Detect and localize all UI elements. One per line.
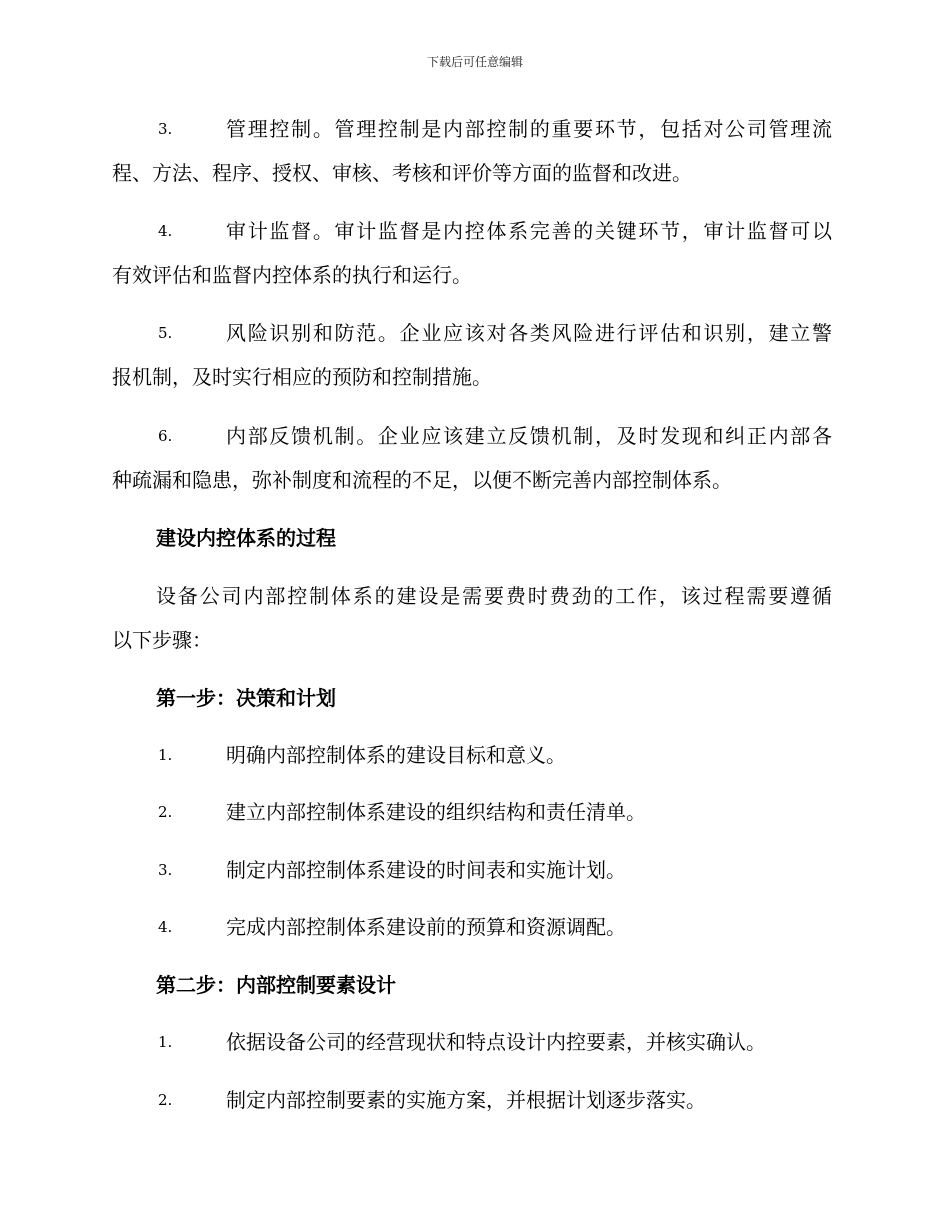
item-number: 1. xyxy=(158,1033,173,1051)
item-text-line: 有效评估和监督内控体系的执行和运行。 xyxy=(112,263,472,287)
item-text-line: 报机制，及时实行相应的预防和控制措施。 xyxy=(112,365,492,389)
item-number: 1. xyxy=(158,746,173,764)
item-number: 6. xyxy=(158,427,173,445)
item-text-line: 审计监督。审计监督是内控体系完善的关键环节，审计监督可以 xyxy=(226,219,832,243)
item-text-line: 明确内部控制体系的建设目标和意义。 xyxy=(226,743,566,767)
item-text-line: 风险识别和防范。企业应该对各类风险进行评估和识别，建立警 xyxy=(226,321,832,345)
item-text-line: 管理控制。管理控制是内部控制的重要环节，包括对公司管理流 xyxy=(226,117,832,141)
page-header: 下载后可任意编辑 xyxy=(426,55,523,69)
item-text-line: 程、方法、程序、授权、审核、考核和评价等方面的监督和改进。 xyxy=(112,161,692,185)
item-number: 2. xyxy=(158,1091,173,1109)
item-number: 4. xyxy=(158,918,173,936)
item-number: 3. xyxy=(158,120,173,138)
section-heading: 建设内控体系的过程 xyxy=(156,526,336,550)
item-number: 5. xyxy=(158,324,173,342)
step2-heading: 第二步：内部控制要素设计 xyxy=(156,973,396,997)
item-text-line: 建立内部控制体系建设的组织结构和责任清单。 xyxy=(226,800,646,824)
item-text-line: 制定内部控制要素的实施方案，并根据计划逐步落实。 xyxy=(226,1088,706,1112)
item-text-line: 内部反馈机制。企业应该建立反馈机制，及时发现和纠正内部各 xyxy=(226,424,832,448)
item-text-line: 依据设备公司的经营现状和特点设计内控要素，并核实确认。 xyxy=(226,1030,766,1054)
intro-line: 以下步骤： xyxy=(112,628,212,652)
item-text-line: 制定内部控制体系建设的时间表和实施计划。 xyxy=(226,858,626,882)
item-number: 4. xyxy=(158,222,173,240)
item-number: 2. xyxy=(158,803,173,821)
item-number: 3. xyxy=(158,861,173,879)
item-text-line: 完成内部控制体系建设前的预算和资源调配。 xyxy=(226,915,626,939)
step1-heading: 第一步：决策和计划 xyxy=(156,686,336,710)
item-text-line: 种疏漏和隐患，弥补制度和流程的不足，以便不断完善内部控制体系。 xyxy=(112,468,732,492)
intro-line: 设备公司内部控制体系的建设是需要费时费劲的工作，该过程需要遵循 xyxy=(156,584,832,608)
